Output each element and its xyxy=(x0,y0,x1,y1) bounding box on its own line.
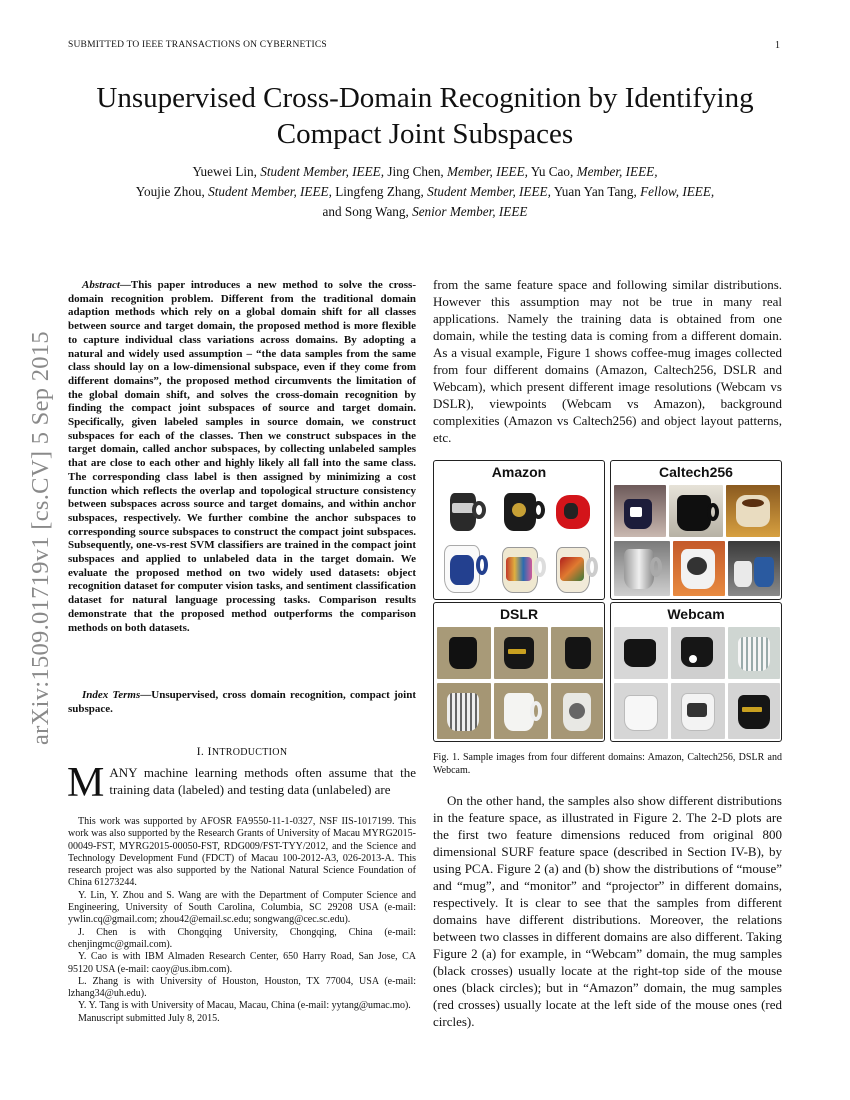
author-name: Lingfeng Zhang, xyxy=(335,184,424,199)
drop-cap: M xyxy=(67,760,105,806)
author-role: Member, IEEE, xyxy=(576,164,658,179)
footnote: Y. Cao is with IBM Almaden Research Center, 650 Harry Road, San Jose, CA 95120 USA (e-mail: caoy@us.ibm.com). xyxy=(68,951,416,975)
mug-image xyxy=(494,683,548,739)
footnote: Y. Y. Tang is with University of Macau, Macau, China (e-mail: yytang@umac.mo). xyxy=(78,1000,411,1012)
author-name: Youjie Zhou, xyxy=(135,184,205,199)
mug-image xyxy=(437,683,491,739)
mug-image xyxy=(614,683,668,739)
figure-1 xyxy=(433,460,782,742)
mug-image xyxy=(728,683,780,739)
mug-image xyxy=(496,541,548,596)
figure-panel-dslr xyxy=(433,602,605,742)
mug-image xyxy=(552,485,600,537)
mug-image xyxy=(669,485,723,537)
mug-image xyxy=(437,627,491,679)
panel-title: DSLR xyxy=(499,606,539,622)
mug-image xyxy=(728,541,780,596)
mug-image xyxy=(673,541,725,596)
mug-image xyxy=(614,485,666,537)
author-list xyxy=(60,162,790,222)
abstract-label: Abstract xyxy=(82,279,120,291)
index-terms xyxy=(68,689,416,716)
author-line-2 xyxy=(60,182,790,202)
mug-image xyxy=(614,627,668,679)
section-heading: I. INTRODUCTION xyxy=(196,744,288,758)
author-name: Yuan Yan Tang, xyxy=(553,184,637,199)
author-line-1 xyxy=(60,162,790,182)
index-terms-label: Index Terms xyxy=(82,689,141,701)
mug-image xyxy=(614,541,670,596)
figure-panel-webcam xyxy=(610,602,782,742)
mug-image xyxy=(671,627,725,679)
footnotes xyxy=(68,816,416,1025)
author-role: Senior Member, IEEE xyxy=(412,204,528,219)
mug-image xyxy=(440,541,492,596)
abstract-text: —This paper introduces a new method to solve the cross-domain recognition problem. Different from the traditional domain adaption methods which rely on a global domain shift for all classes between source and target domain, the proposed method is more flexible to capture individual class variations across domains. By adopting a natural and widely used assumption – “the data samples from the same class should lay on a low-dimensional subspace, even if they come from different domains”, the proposed method circumvents the limitation of the global domain shift, and solves the cross-domain recognition by finding the compact joint subspaces of source and target domain. Specifically, given labeled samples in source domain, we construct subspaces for each of the classes. Then we construct subspaces in the target domain, called anchor subspaces, by collecting unlabeled samples that are close to each other and highly likely all fall into the same class. The corresponding class label is then assigned by minimizing a cost function which reflects the overlap and topological structure consistency between subspaces across source and target domains, and within anchor subspaces, respectively. We further combine the anchor subspaces to corresponding source subspaces to construct the compact joint subspaces. Subsequently, one-vs-rest SVM classifiers are trained in the compact joint subspaces and applied to unlabeled data in the target domain. We evaluate the proposed method on two widely used datasets: object recognition dataset for computer vision tasks, and sentiment classification dataset for natural language processing tasks. Comparison results demonstrate that the proposed method outperforms the comparison methods on both datasets. xyxy=(68,279,416,634)
author-name: Yu Cao, xyxy=(530,164,574,179)
figure-panel-caltech256 xyxy=(610,460,782,600)
footnote: L. Zhang is with University of Houston, Houston, TX 77004, USA (e-mail: lzhang34@uh.edu). xyxy=(68,975,416,1000)
author-role: Student Member, IEEE, xyxy=(208,184,332,199)
author-role: Student Member, IEEE, xyxy=(427,184,551,199)
mug-image xyxy=(726,485,780,537)
arxiv-identifier: arXiv:1509.01719v1 [cs.CV] 5 Sep 2015 xyxy=(27,331,54,745)
mug-image xyxy=(728,627,780,679)
figure-panel-amazon xyxy=(433,460,605,600)
footnote: Manuscript submitted July 8, 2015. xyxy=(78,1012,220,1024)
footnote: This work was supported by AFOSR FA9550-11-1-0327, NSF IIS-1017199. This work was also supported by the Research Grants of University of Macau MYRG2015-00049-FST, MYRG2015-00050-FST, RDG009/FST-TYY/2012, and the Science and Technology Development Fund (FDCT) of Macau 100-2012-A3, 026-2013-A. This research project was also supported by the National Natural Science Foundation of China 61273244. xyxy=(68,816,416,889)
mug-image xyxy=(551,627,603,679)
body-paragraph: On the other hand, the samples also show different distributions in the feature space, as illustrated in Figure 2. The 2-D plots are the first two feature dimensions reduced from original 800 dimensional SURF feature space (described in Section IV-B), by using PCA. Figure 2 (a) and (b) show the distributions of “mouse” and “mug”, and “monitor” and “projector” in different domains, respectively. It is clear to see that the samples from different domains have different distributions. Moreover, the relations between two classes in different domains are also different. Taking Figure 2 (a) for example, in “Webcam” domain, the mug samples (black crosses) usually locate at the right-top side of the mouse ones (black circles); but in “Amazon” domain, the mug samples (red crosses) usually locate at the left side of the mouse ones (red circles). xyxy=(433,793,782,1029)
intro-paragraph xyxy=(67,760,416,806)
author-role: Student Member, IEEE, xyxy=(260,164,385,179)
intro-text: ANY machine learning methods often assume that the training data (labeled) and testing data (unlabeled) are xyxy=(109,765,416,797)
paper-title: Unsupervised Cross-Domain Recognition by Identifying Compact Joint Subspaces xyxy=(96,82,754,150)
mug-image xyxy=(440,485,492,537)
index-terms-text: —Unsupervised, cross domain recognition, compact joint subspace. xyxy=(68,689,416,715)
mug-image xyxy=(494,627,548,679)
footnote: Y. Lin, Y. Zhou and S. Wang are with the Department of Computer Science and Engineering, University of South Carolina, Columbia, SC 29208 USA (e-mail: ywlin.cq@gmail.com; zhou42@email.sc.edu; songwang@cec.sc.edu). xyxy=(68,889,416,926)
mug-image xyxy=(552,541,600,596)
abstract xyxy=(68,279,416,635)
footnote: J. Chen is with Chongqing University, Chongqing, China (e-mail: chenjingmc@gmail.com). xyxy=(68,926,416,950)
author-name: Jing Chen, xyxy=(387,164,444,179)
figure-caption: Fig. 1. Sample images from four different domains: Amazon, Caltech256, DSLR and Webcam. xyxy=(433,752,782,776)
body-paragraph: from the same feature space and following similar distributions. However this assumption may not be true in many real applications. Namely the training data is obtained from one domain, while the testing data is coming from a different domain. As a visual example, Figure 1 shows coffee-mug images collected from four different domains (Amazon, Caltech256, DSLR and Webcam), which present different image resolutions (Webcam vs DSLR), viewpoints (Webcam vs Amazon), background complexities (Amazon vs Caltech256) and object layout patterns, etc. xyxy=(433,277,782,445)
mug-image xyxy=(551,683,603,739)
panel-title: Amazon xyxy=(491,464,547,480)
page-number: 1 xyxy=(775,40,780,51)
author-name: Yuewei Lin, xyxy=(192,164,257,179)
author-role: Member, IEEE, xyxy=(447,164,528,179)
mug-image xyxy=(496,485,548,537)
author-role: Fellow, IEEE, xyxy=(640,184,715,199)
running-header: SUBMITTED TO IEEE TRANSACTIONS ON CYBERNETICS xyxy=(68,40,327,50)
panel-title: Webcam xyxy=(667,606,725,622)
author-line-3 xyxy=(60,202,790,222)
mug-image xyxy=(671,683,725,739)
panel-title: Caltech256 xyxy=(659,464,733,480)
author-name: and Song Wang, xyxy=(322,204,409,219)
